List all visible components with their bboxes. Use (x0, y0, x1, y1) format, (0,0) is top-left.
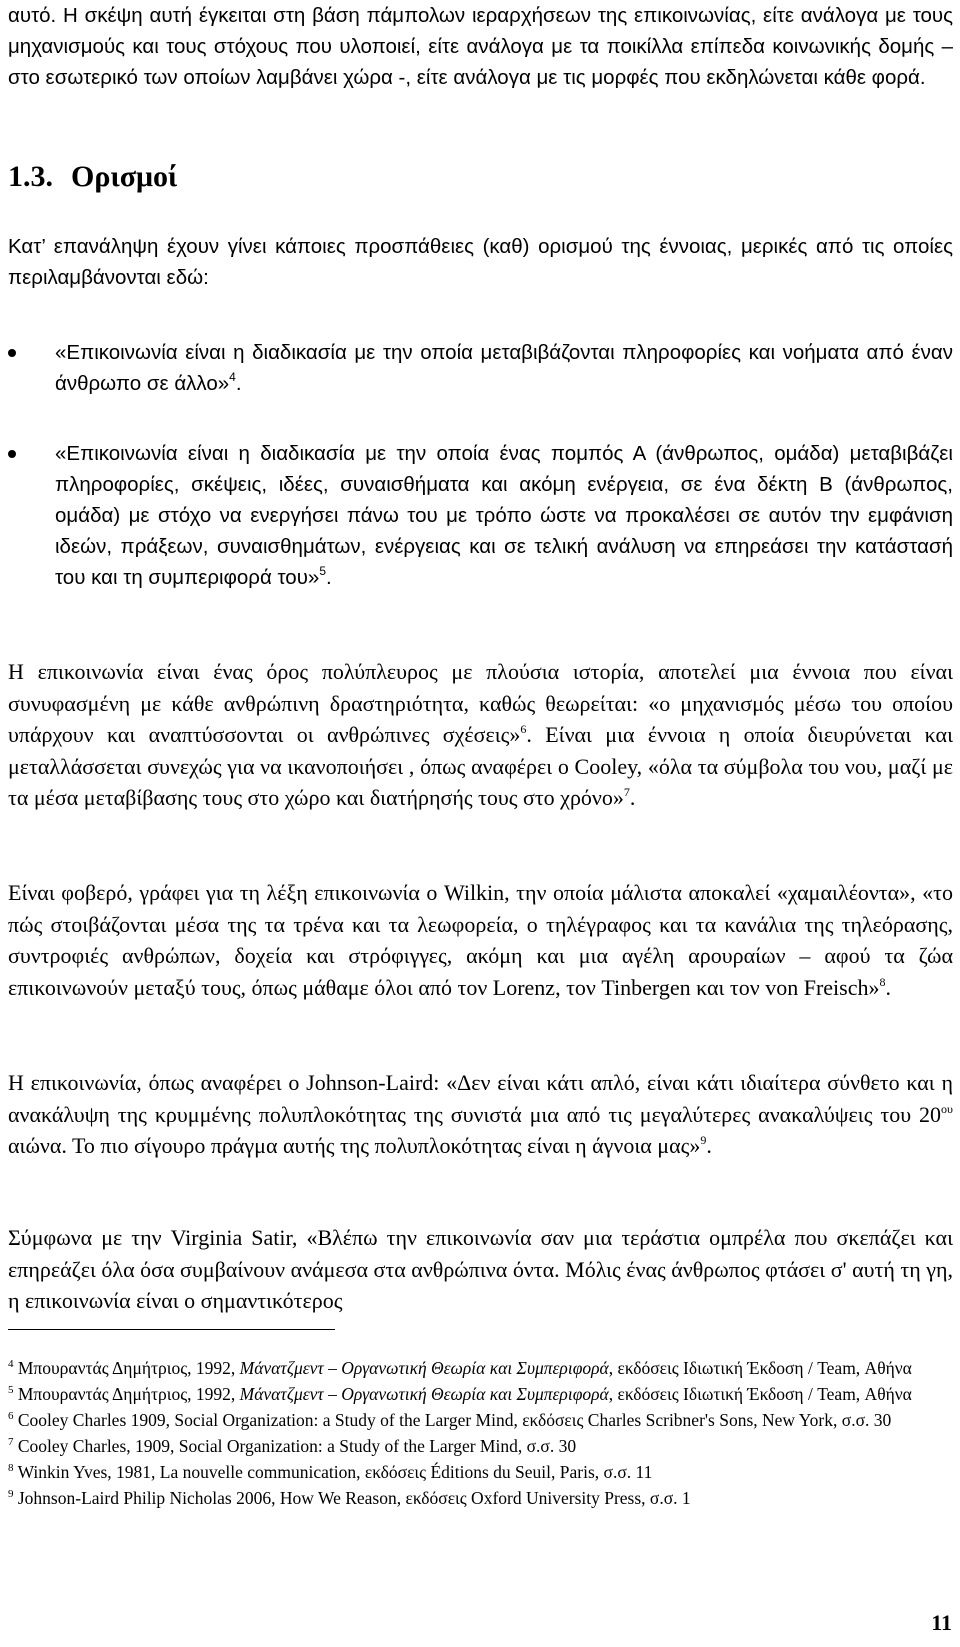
top-paragraph: αυτό. Η σκέψη αυτή έγκειται στη βάση πάμπολων ιεραρχήσεων της επικοινωνίας, είτε ανάλογα με τους μηχανισμούς και τους στόχους που υλοποιεί, είτε ανάλογα με τα ποικίλλα επίπεδα κοινωνικής δομής – στο εσωτερικό των οποίων λαμβάνει χώρα -, είτε ανάλογα με τις μορφές που εκδηλώνεται κάθε φορά. (8, 4, 953, 89)
bullet-text: «Επικοινωνία είναι η διαδικασία με την οποία ένας πομπός Α (άνθρωπος, ομάδα) μεταβιβάζει πληροφορίες, σκέψεις, ιδέες, συναισθήματα και ακόμη ενέργεια, σε ένα δέκτη Β (άνθρωπος, ομάδα) με στόχο να ενεργήσει πάνω του με τρόπο ώστε να προκαλέσει σε αυτόν την εμφάνιση ιδεών, πράξεων, συναισθημάτων, ενέργειας και σε τελική ανάλυση να επηρεάσει την κατάστασή του και τη συμπεριφορά του»$^5$. (55, 442, 953, 589)
bullet-item (8, 337, 953, 399)
body-paragraph: Η επικοινωνία, όπως αναφέρει ο Johnson-Laird: «Δεν είναι κάτι απλό, είναι κάτι ιδιαίτερα σύνθετο και η ανακάλυψη της κρυμμένης πολυπλοκότητας της συνιστά μια από τις μεγαλύτερες ανακαλύψεις του $20^{o\upsilon}$ αιώνα. Το πιο σίγουρο πράγμα αυτής της πολυπλοκότητας είναι η άγνοια μας»$^9$. (8, 1070, 953, 1158)
footnote-ref: 4 (229, 370, 236, 384)
footnote-ref: 6 (520, 722, 527, 736)
footnote-ref: 5 (319, 564, 326, 578)
footnote: $^7$ Cooley Charles, 1909, Social Organization: a Study of the Larger Mind, σ.σ. 30 (8, 1436, 577, 1456)
section-title: Ορισμοί (71, 160, 178, 193)
footnote-ref: 7 (623, 785, 630, 799)
footnote: $^5$ Μπουραντάς Δημήτριος, 1992, Μάνατζμεντ – Οργανωτική Θεωρία και Συμπεριφορά, εκδόσεις Ιδιωτική Έκδοση / Team, Αθήνα (8, 1384, 912, 1404)
body-paragraph: Η επικοινωνία είναι ένας όρος πολύπλευρος με πλούσια ιστορία, αποτελεί μια έννοια που είναι συνυφασμένη με κάθε ανθρώπινη δραστηριότητα, καθώς θεωρείται: «ο μηχανισμός μέσω του οποίου υπάρχουν και αναπτύσσονται οι ανθρώπινες σχέσεις»$^6$. Είναι μια έννοια η οποία διευρύνεται και μεταλλάσσεται συνεχώς για να ικανοποιήσει , όπως αναφέρει ο Cooley, «όλα τα σύμβολα του νου, μαζί με τα μέσα μεταβίβασης τους στο χώρο και διατήρησής τους στο χρόνο»$^7$. (8, 659, 953, 810)
bullet-icon (8, 450, 16, 458)
body-paragraph: Σύμφωνα με την Virginia Satir, «Βλέπω την επικοινωνία σαν μια τεράστια ομπρέλα που σκεπάζει και επηρεάζει όλα όσα συμβαίνουν ανάμεσα στα ανθρώπινα όντα. Μόλις ένας άνθρωπος φτάσει σ' αυτή τη γη, η επικοινωνία είναι ο σημαντικότερος (8, 1225, 953, 1313)
footnote: $^4$ Μπουραντάς Δημήτριος, 1992, Μάνατζμεντ – Οργανωτική Θεωρία και Συμπεριφορά, εκδόσεις Ιδιωτική Έκδοση / Team, Αθήνα (8, 1358, 912, 1378)
footnote-divider (8, 1329, 335, 1330)
footnote: $^9$ Johnson-Laird Philip Nicholas 2006, How We Reason, εκδόσεις Oxford University Press, σ.σ. 1 (8, 1488, 691, 1508)
bullet-icon (8, 349, 16, 357)
footnote-ref: 9 (700, 1133, 707, 1147)
section-heading (8, 160, 177, 194)
footnotes (8, 1355, 958, 1511)
footnote: $^6$ Cooley Charles 1909, Social Organization: a Study of the Larger Mind, εκδόσεις Charles Scribner's Sons, New York, σ.σ. 30 (8, 1410, 892, 1430)
footnote-ref: 8 (879, 974, 886, 989)
intro-paragraph: Κατ’ επανάληψη έχουν γίνει κάποιες προσπάθειες (καθ) ορισμού της έννοιας, μερικές από τις οποίες περιλαμβάνονται εδώ: (8, 235, 953, 289)
body-paragraph: Είναι φοβερό, γράφει για τη λέξη επικοινωνία ο Wilkin, την οποία μάλιστα αποκαλεί «χαμαιλέοντα», «το πώς στοιβάζονται μέσα της τα τρένα και τα λεωφορεία, ο τηλέγραφος και τα κανάλια της τηλεόρασης, συντροφιές ανθρώπων, δοχεία και στρόφιγγες, ακόμη και μια αγέλη αρουραίων – αφού τα ζώα επικοινωνούν μεταξύ τους, όπως μάθαμε όλοι από τον Lorenz, τον Tinbergen και τον von Freisch»$^8$. (8, 880, 953, 1000)
page-number: 11 (931, 1610, 952, 1635)
ordinal-suffix: ου (941, 1101, 953, 1116)
footnote: $^8$ Winkin Yves, 1981, La nouvelle communication, εκδόσεις Éditions du Seuil, Paris, σ.σ. 11 (8, 1462, 653, 1482)
section-number: 1.3. (8, 160, 53, 193)
bullet-text: «Επικοινωνία είναι η διαδικασία με την οποία μεταβιβάζονται πληροφορίες και νοήματα από έναν άνθρωπο σε άλλο»$^4$. (55, 341, 953, 395)
bullet-item (8, 438, 953, 593)
